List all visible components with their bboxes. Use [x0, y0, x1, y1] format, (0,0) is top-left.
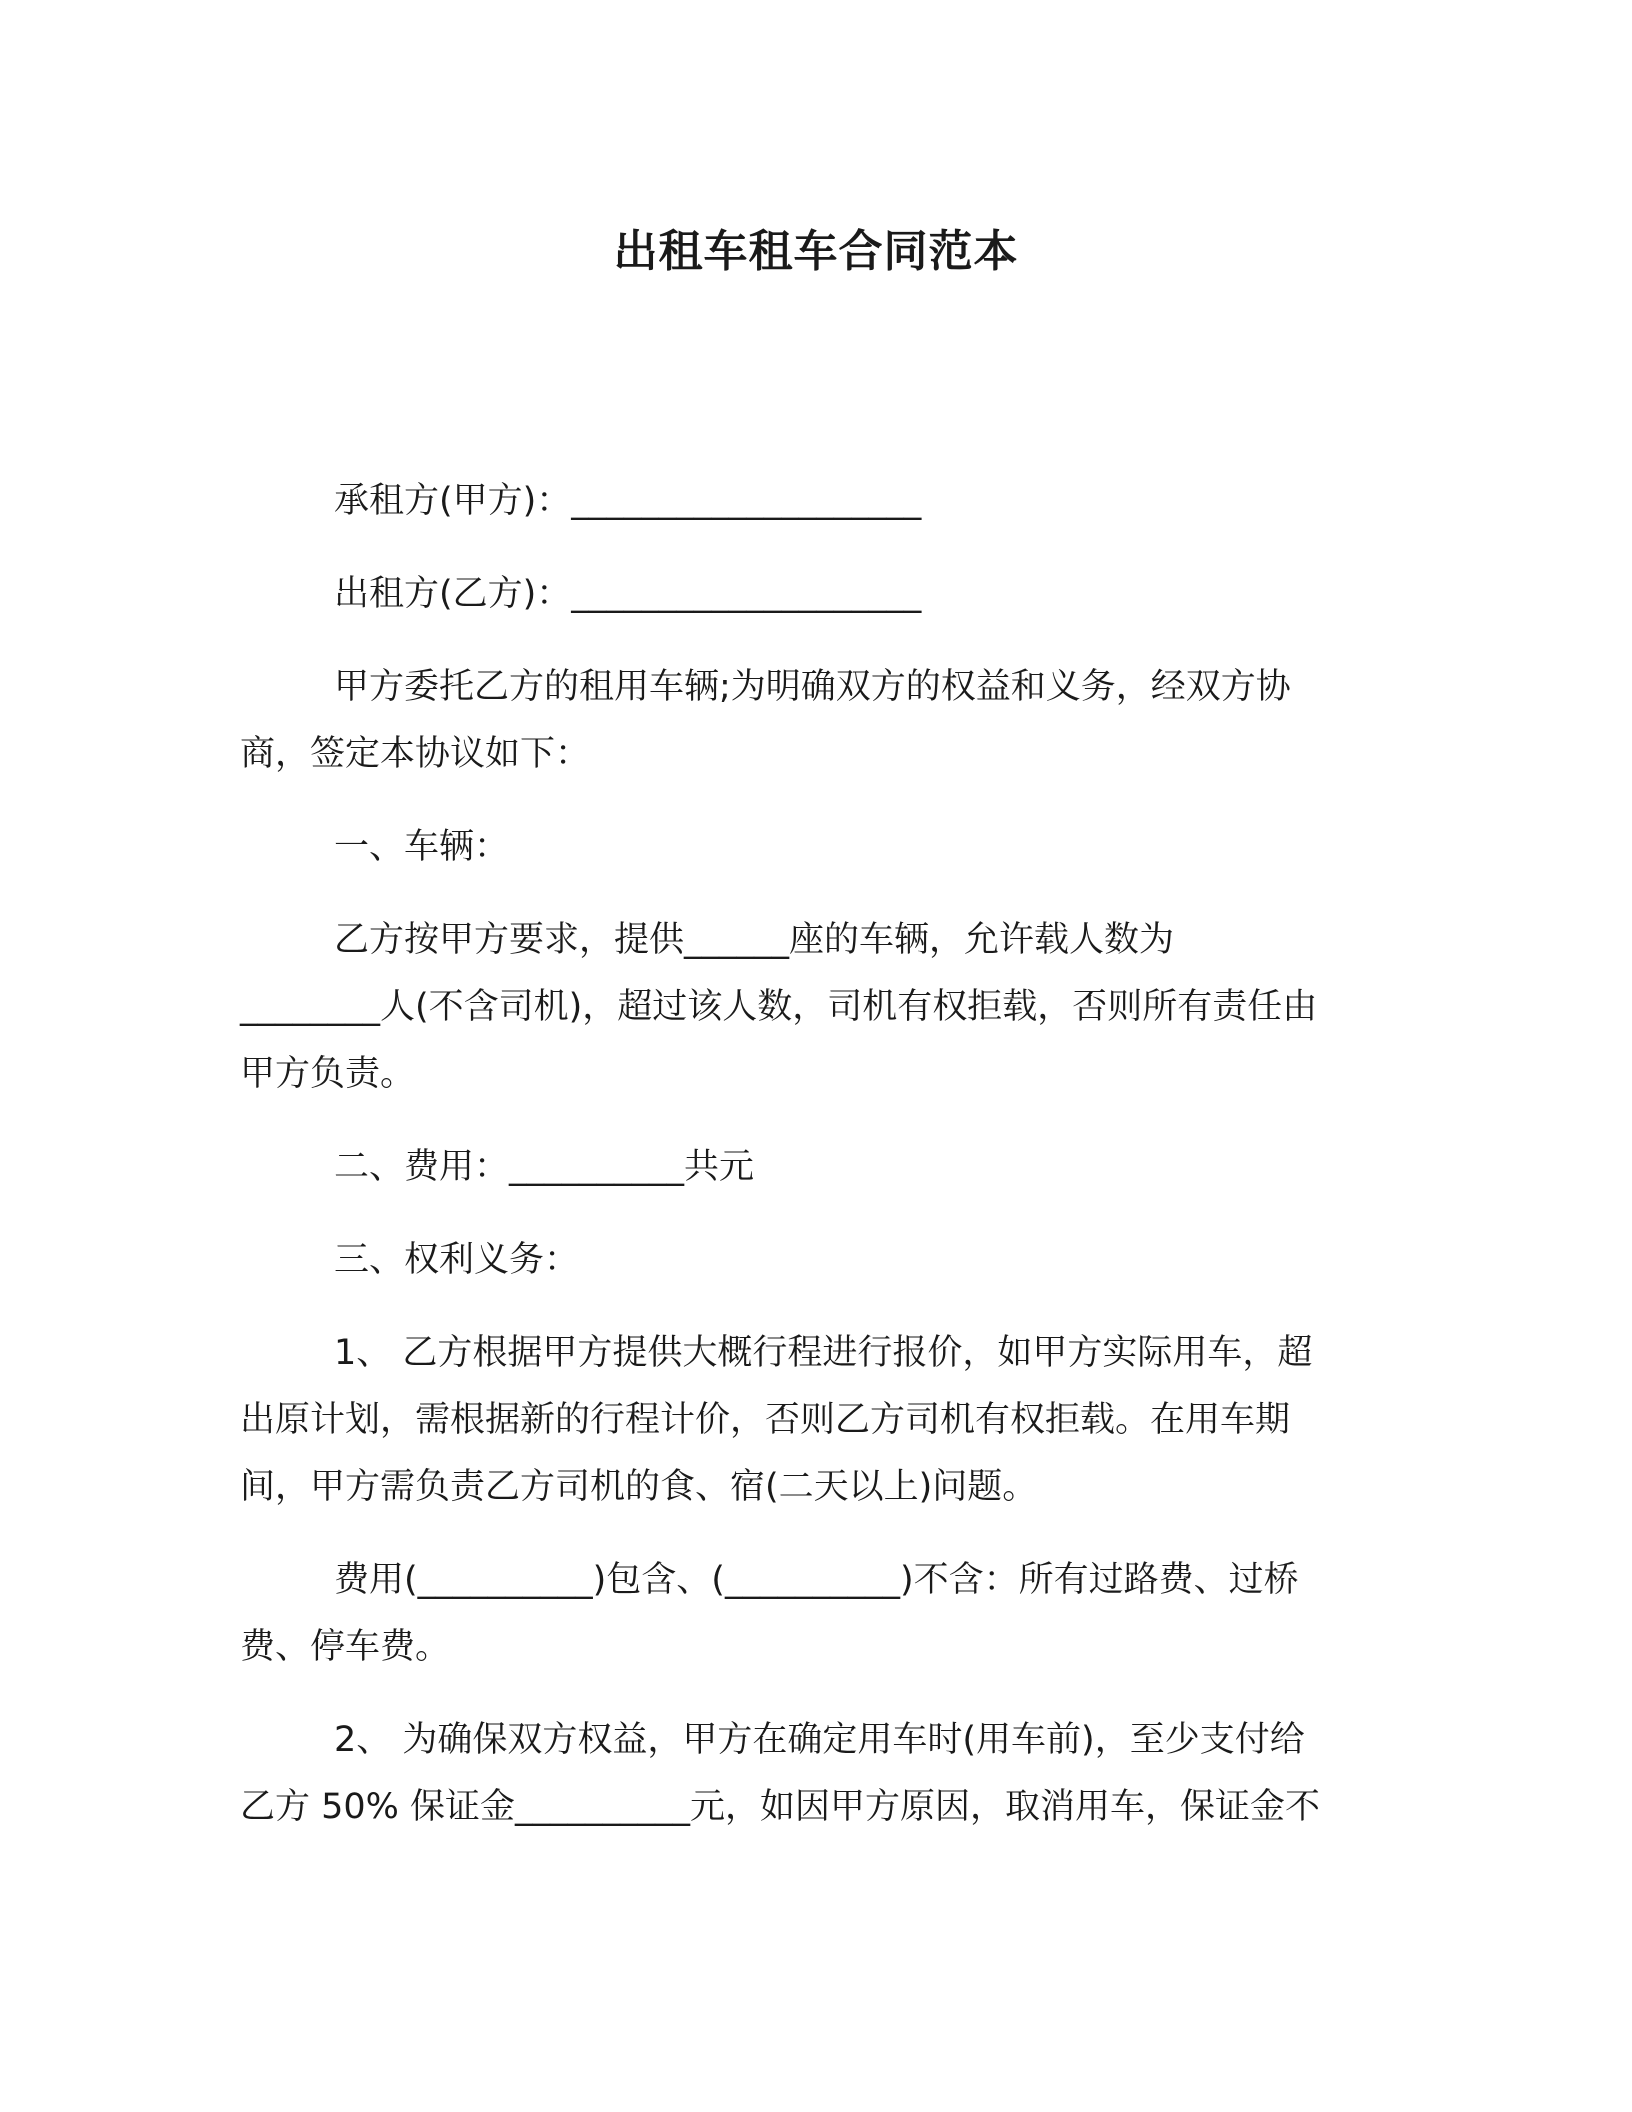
clause2-paragraph: [240, 1707, 1392, 1841]
lessor-line: 出租方(乙方)：____________________: [334, 574, 922, 614]
lessee-line: 承租方(甲方)：____________________: [334, 481, 922, 521]
document-title: 出租车租车合同范本: [613, 226, 1019, 277]
clause1-line-1: 1、 乙方根据甲方提供大概行程进行报价，如甲方实际用车，超: [334, 1333, 1313, 1373]
lessor-field: [240, 561, 1392, 628]
lessee-field: [240, 468, 1392, 535]
section1-line-3: 甲方负责。: [240, 1054, 416, 1094]
section1-heading-text: 一、车辆：: [334, 827, 510, 867]
intro-paragraph: [240, 654, 1392, 788]
fees-note-line-2: 费、停车费。: [240, 1627, 451, 1667]
section1-line-1: 乙方按甲方要求，提供______座的车辆，允许载人数为: [334, 920, 1175, 960]
section1-line-2: ________人(不含司机)，超过该人数，司机有权拒载，否则所有责任由: [240, 987, 1318, 1027]
clause1-line-3: 间，甲方需负责乙方司机的食、宿(二天以上)问题。: [240, 1467, 1038, 1507]
intro-line-1: 甲方委托乙方的租用车辆;为明确双方的权益和义务，经双方协: [334, 667, 1291, 707]
clause1-line-2: 出原计划，需根据新的行程计价，否则乙方司机有权拒载。在用车期: [240, 1400, 1291, 1440]
section2-heading: [240, 1134, 1392, 1201]
fees-note-line-1: 费用(__________)包含、(__________)不含：所有过路费、过桥: [334, 1560, 1299, 1600]
clause2-line-2: 乙方 50% 保证金__________元，如因甲方原因，取消用车，保证金不: [240, 1787, 1321, 1827]
clause2-line-1: 2、 为确保双方权益，甲方在确定用车时(用车前)，至少支付给: [334, 1720, 1305, 1760]
section1-paragraph: [240, 907, 1392, 1108]
section1-heading: [240, 814, 1392, 881]
section2-heading-text: 二、费用：__________共元: [334, 1147, 755, 1187]
clause1-paragraph: [240, 1320, 1392, 1521]
intro-line-2: 商，签定本协议如下：: [240, 734, 591, 774]
document-body: [240, 468, 1392, 1867]
section3-heading: [240, 1227, 1392, 1294]
section3-heading-text: 三、权利义务：: [334, 1240, 580, 1280]
fees-note-paragraph: [240, 1547, 1392, 1681]
